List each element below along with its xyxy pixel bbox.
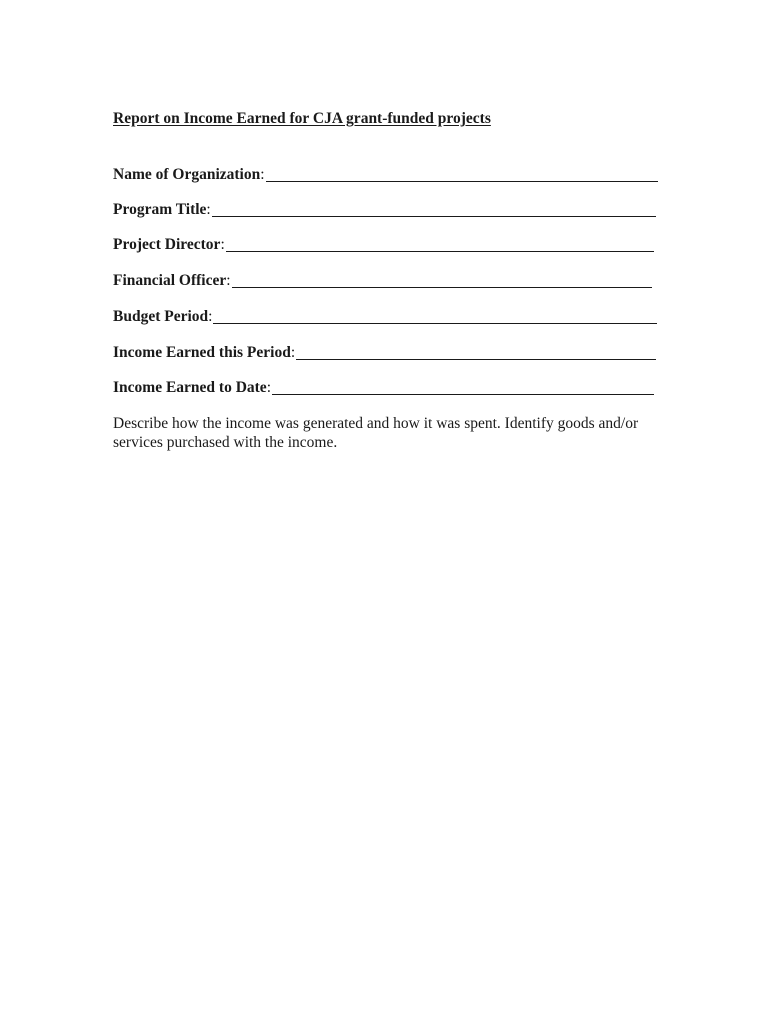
- field-colon: :: [220, 236, 225, 253]
- budget-period-blank-line[interactable]: [213, 323, 657, 324]
- field-colon: :: [208, 308, 213, 325]
- field-colon: :: [206, 201, 211, 218]
- field-label: Name of Organization: [113, 166, 261, 183]
- field-name-of-organization: [113, 162, 658, 184]
- field-budget-period: [113, 304, 657, 326]
- field-label: Budget Period: [113, 308, 209, 325]
- project-director-blank-line[interactable]: [226, 251, 654, 252]
- description-paragraph: Describe how the income was generated and how it was spent. Identify goods and/or services purchased with the income.: [113, 415, 639, 451]
- financial-officer-blank-line[interactable]: [232, 287, 652, 288]
- field-label: Program Title: [113, 201, 207, 218]
- field-label: Income Earned this Period: [113, 344, 291, 361]
- field-label: Financial Officer: [113, 272, 227, 289]
- field-colon: :: [260, 166, 265, 183]
- field-income-earned-to-date: [113, 375, 654, 397]
- field-financial-officer: [113, 268, 652, 290]
- name-of-organization-blank-line[interactable]: [266, 181, 658, 182]
- field-colon: :: [266, 379, 271, 396]
- field-program-title: [113, 197, 656, 219]
- field-colon: :: [290, 344, 296, 361]
- income-earned-to-date-blank-line[interactable]: [272, 394, 654, 395]
- field-project-director: [113, 232, 654, 254]
- field-income-earned-this-period: [113, 340, 656, 362]
- document-title: Report on Income Earned for CJA grant-funded projects: [113, 110, 491, 127]
- field-colon: :: [226, 272, 231, 289]
- field-label: Income Earned to Date: [113, 379, 267, 396]
- field-label: Project Director: [113, 236, 221, 253]
- income-earned-this-period-blank-line[interactable]: [296, 359, 656, 360]
- program-title-blank-line[interactable]: [212, 216, 656, 217]
